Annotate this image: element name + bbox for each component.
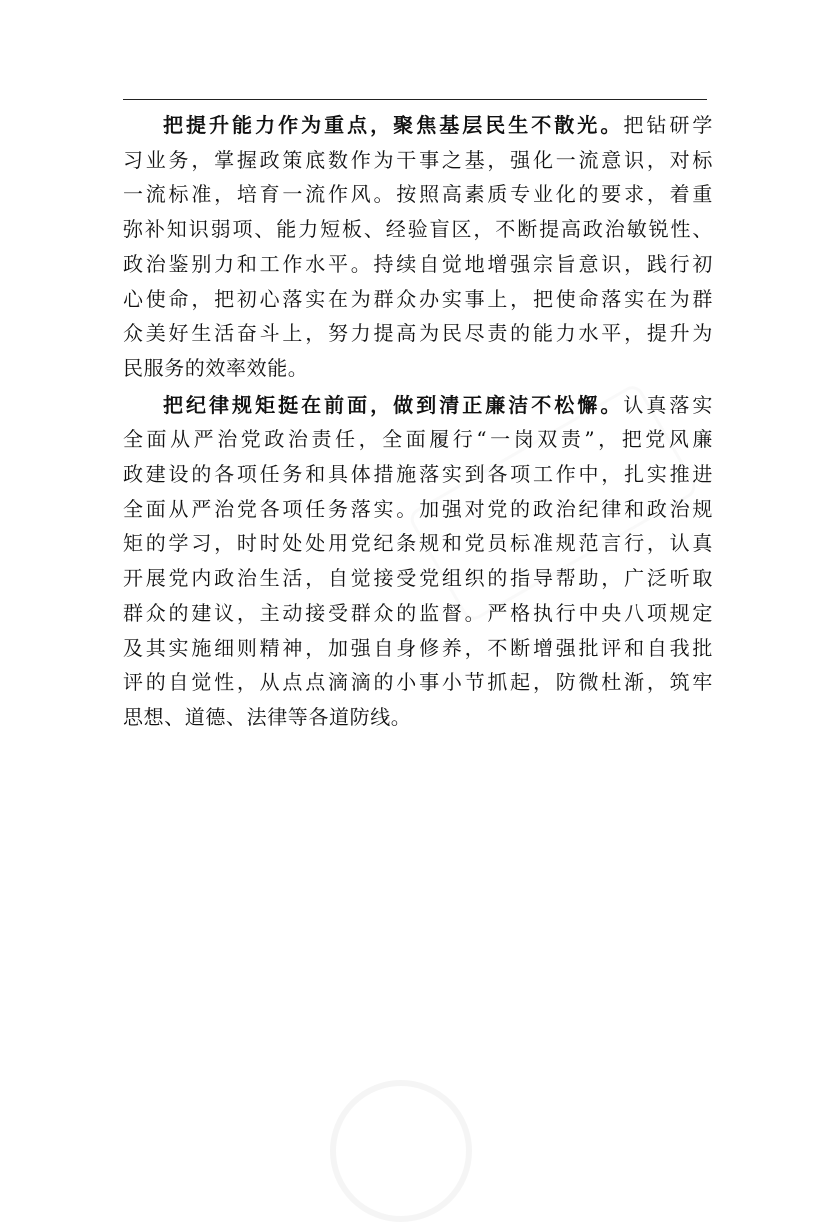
paragraph-lead: 把纪律规矩挺在前面，做到清正廉洁不松懈。 <box>163 392 624 417</box>
paragraph-ability <box>123 108 713 386</box>
paragraph-line: 政治鉴别力和工作水平。持续自觉地增强宗旨意识，践行初 <box>123 251 713 276</box>
paragraph-line <box>123 108 713 143</box>
paragraph-line-text: 认真落实 <box>623 392 713 417</box>
paragraph-line: 政建设的各项任务和具体措施落实到各项工作中，扎实推进 <box>123 462 713 487</box>
paragraph-line: 矩的学习，时时处处用党纪条规和党员标准规范言行，认真 <box>123 531 713 556</box>
watermark-seal <box>330 1080 472 1222</box>
paragraph-line: 一流标准，培育一流作风。按照高素质专业化的要求，着重 <box>123 182 713 207</box>
paragraph-discipline <box>123 388 713 735</box>
header-rule <box>123 99 707 100</box>
document-body <box>123 108 713 737</box>
paragraph-line: 群众的建议，主动接受群众的监督。严格执行中央八项规定 <box>123 600 713 625</box>
paragraph-line: 全面从严治党政治责任，全面履行“一岗双责”，把党风廉 <box>123 427 713 452</box>
paragraph-line: 习业务，掌握政策底数作为干事之基，强化一流意识，对标 <box>123 147 713 172</box>
paragraph-lead: 把提升能力作为重点，聚焦基层民生不散光。 <box>163 113 624 137</box>
paragraph-line: 全面从严治党各项任务落实。加强对党的政治纪律和政治规 <box>123 496 713 521</box>
paragraph-line: 民服务的效率效能。 <box>123 355 309 380</box>
paragraph-line: 思想、道德、法律等各道防线。 <box>123 704 412 729</box>
paragraph-line: 及其实施细则精神，加强自身修养，不断增强批评和自我批 <box>123 635 713 660</box>
paragraph-line <box>123 388 713 423</box>
paragraph-line: 评的自觉性，从点点滴滴的小事小节抓起，防微杜渐，筑牢 <box>123 670 713 695</box>
paragraph-line-text: 把钻研学 <box>623 113 713 137</box>
paragraph-line: 心使命，把初心落实在为群众办实事上，把使命落实在为群 <box>123 286 713 311</box>
paragraph-line: 弥补知识弱项、能力短板、经验盲区，不断提高政治敏锐性、 <box>123 217 713 242</box>
paragraph-line: 众美好生活奋斗上，努力提高为民尽责的能力水平，提升为 <box>123 321 713 346</box>
paragraph-line: 开展党内政治生活，自觉接受党组织的指导帮助，广泛听取 <box>123 566 713 591</box>
